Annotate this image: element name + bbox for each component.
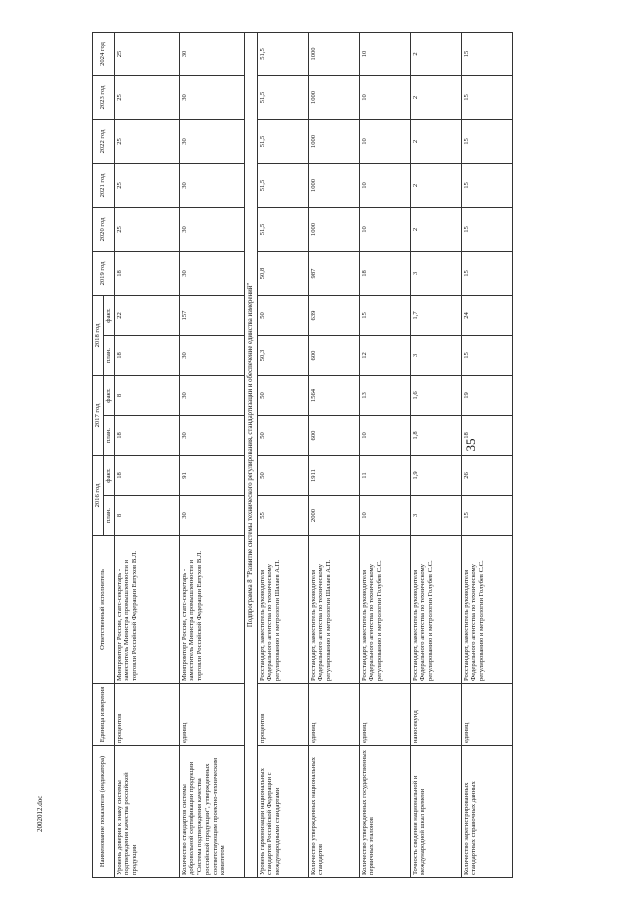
indicator-value: 18 [114,336,179,376]
indicator-responsible: Минпромторг России, статс-секретарь - заместитель Министра промышленности и торговли Российской Федерации Евтухов В.Л. [114,536,179,684]
table-row [114,33,179,878]
indicator-value: 1,7 [410,296,461,336]
indicator-value: 15 [461,76,512,120]
indicator-value: 22 [114,296,179,336]
indicator-value: 8 [114,496,179,536]
table-row [410,33,461,878]
indicator-value: 1000 [308,164,359,208]
table-row [179,33,244,878]
indicator-value: 15 [461,33,512,76]
indicator-value: 30 [179,496,244,536]
indicator-value: 50 [257,456,308,496]
indicator-responsible: Росстандарт, заместитель руководителя Федерального агентства по техническому регулированию и метрологии Голубев С.С. [359,536,410,684]
indicator-value: 2 [410,76,461,120]
header-2024: 2024 год [93,33,115,76]
indicator-value: 3 [410,252,461,296]
indicator-unit: процентов [114,684,179,746]
indicator-value: 30 [179,376,244,416]
indicator-value: 987 [308,252,359,296]
indicator-value: 15 [461,208,512,252]
subprogram-heading: Подпрограмма 8 "Развитие системы технического регулирования, стандартизации и обеспечение единства измерений" [244,33,257,878]
indicator-value: 18 [114,252,179,296]
indicator-value: 10 [359,120,410,164]
page-number: 35 [463,438,478,452]
indicator-value: 51,5 [257,33,308,76]
indicator-value: 18 [114,456,179,496]
indicator-value: 3 [410,496,461,536]
indicator-value: 30 [179,120,244,164]
indicator-value: 10 [359,76,410,120]
indicator-value: 24 [461,296,512,336]
table-body-bottom [257,33,512,878]
indicator-name: Количество зарегистрированных стандартных справочных данных [461,746,512,878]
indicator-value: 10 [359,33,410,76]
header-responsible: Ответственный исполнитель [93,536,115,684]
indicator-value: 50 [257,376,308,416]
indicator-value: 10 [359,164,410,208]
rotated-table-wrapper [92,33,532,878]
indicator-value: 50,3 [257,336,308,376]
indicator-value: 15 [359,296,410,336]
indicator-value: 2000 [308,496,359,536]
indicator-unit: единиц [308,684,359,746]
indicator-value: 1,9 [410,456,461,496]
indicator-value: 25 [114,76,179,120]
indicator-value: 25 [114,120,179,164]
indicator-value: 30 [179,416,244,456]
indicator-responsible: Росстандарт, заместитель руководителя Федерального агентства по техническому регулированию и метрологии Шалаев А.П. [308,536,359,684]
header-name: Наименование показателя (индикатора) [93,746,115,878]
footer-filename: 2002012.doc [36,795,44,832]
indicator-value: 12 [359,336,410,376]
indicator-value: 50 [257,416,308,456]
indicator-value: 55 [257,496,308,536]
indicator-value: 639 [308,296,359,336]
indicator-value: 1000 [308,208,359,252]
indicator-responsible: Росстандарт, заместитель руководителя Федерального агентства по техническому регулированию и метрологии Шалаев А.П. [257,536,308,684]
header-2021: 2021 год [93,164,115,208]
indicator-value: 1000 [308,120,359,164]
header-2016: 2016 год [93,456,104,536]
indicator-name: Количество утвержденных национальных стандартов [308,746,359,878]
indicator-value: 11 [359,456,410,496]
indicator-value: 51,5 [257,76,308,120]
indicator-value: 50,8 [257,252,308,296]
indicator-value: 30 [179,33,244,76]
indicator-value: 8 [114,376,179,416]
header-plan: план. [103,336,114,376]
table-row [257,33,308,878]
indicator-value: 600 [308,416,359,456]
indicator-value: 30 [179,252,244,296]
indicator-value: 50 [257,296,308,336]
indicator-value: 2 [410,33,461,76]
indicator-responsible: Росстандарт, заместитель руководителя Федерального агентства по техническому регулированию и метрологии Голубев С.С. [410,536,461,684]
indicator-name: Количество утвержденных государственных первичных эталонов [359,746,410,878]
indicator-responsible: Минпромторг России, статс-секретарь - заместитель Министра промышленности и торговли Российской Федерации Евтухов В.Л. [179,536,244,684]
header-fact: факт. [103,376,114,416]
header-unit: Единица измерения [93,684,115,746]
indicator-value: 51,5 [257,120,308,164]
indicator-value: 18 [114,416,179,456]
indicator-name: Точность сведения национальной и международной шкал времени [410,746,461,878]
header-2018: 2018 год [93,296,104,376]
indicator-value: 30 [179,208,244,252]
indicator-name: Уровень доверия к знаку системы подтверждения качества российской продукции [114,746,179,878]
table-body-top [114,33,244,878]
indicator-value: 157 [179,296,244,336]
header-plan: план. [103,496,114,536]
indicator-name: Количество стандартов системы добровольной сертификации продукции "Система подтверждения качества российской продукции", утвержденных соответствующим проектно-техническим комитетом [179,746,244,878]
header-2023: 2023 год [93,76,115,120]
header-2019: 2019 год [93,252,115,296]
indicator-value: 13 [359,376,410,416]
indicator-value: 15 [461,120,512,164]
table-row [461,33,512,878]
indicator-value: 30 [179,336,244,376]
indicator-value: 15 [461,496,512,536]
indicator-value: 10 [359,416,410,456]
indicator-value: 1564 [308,376,359,416]
indicator-value: 30 [179,76,244,120]
indicator-value: 10 [359,496,410,536]
indicator-value: 1,8 [410,416,461,456]
header-plan: план. [103,416,114,456]
indicator-name: Уровень гармонизации национальных стандартов Российской Федерации с международными стандартами [257,746,308,878]
indicator-unit: процентов [257,684,308,746]
indicator-value: 1000 [308,76,359,120]
indicator-value: 2 [410,208,461,252]
indicator-value: 25 [114,208,179,252]
header-2017: 2017 год [93,376,104,456]
indicator-value: 15 [461,336,512,376]
indicator-unit: наносекунд [410,684,461,746]
indicator-value: 51,5 [257,208,308,252]
indicator-value: 1,6 [410,376,461,416]
indicator-value: 2 [410,120,461,164]
indicator-value: 25 [114,33,179,76]
indicator-unit: единиц [359,684,410,746]
indicator-value: 26 [461,456,512,496]
indicators-table [92,32,513,878]
table-row [359,33,410,878]
indicator-value: 30 [179,164,244,208]
indicator-value: 1911 [308,456,359,496]
indicator-value: 19 [461,376,512,416]
indicator-value: 15 [461,164,512,208]
header-fact: факт. [103,456,114,496]
table-row [308,33,359,878]
indicator-value: 25 [114,164,179,208]
indicator-value: 10 [359,208,410,252]
indicator-unit: единиц [461,684,512,746]
indicator-unit: единиц [179,684,244,746]
indicator-value: 600 [308,336,359,376]
indicator-value: 18 [359,252,410,296]
indicator-value: 51,5 [257,164,308,208]
indicator-value: 91 [179,456,244,496]
indicator-value: 18 [461,416,512,456]
header-2020: 2020 год [93,208,115,252]
indicator-responsible: Росстандарт, заместитель руководителя Федерального агентства по техническому регулированию и метрологии Голубев С.С. [461,536,512,684]
indicator-value: 3 [410,336,461,376]
indicator-value: 15 [461,252,512,296]
header-fact: факт. [103,296,114,336]
header-2022: 2022 год [93,120,115,164]
indicator-value: 1000 [308,33,359,76]
indicator-value: 2 [410,164,461,208]
